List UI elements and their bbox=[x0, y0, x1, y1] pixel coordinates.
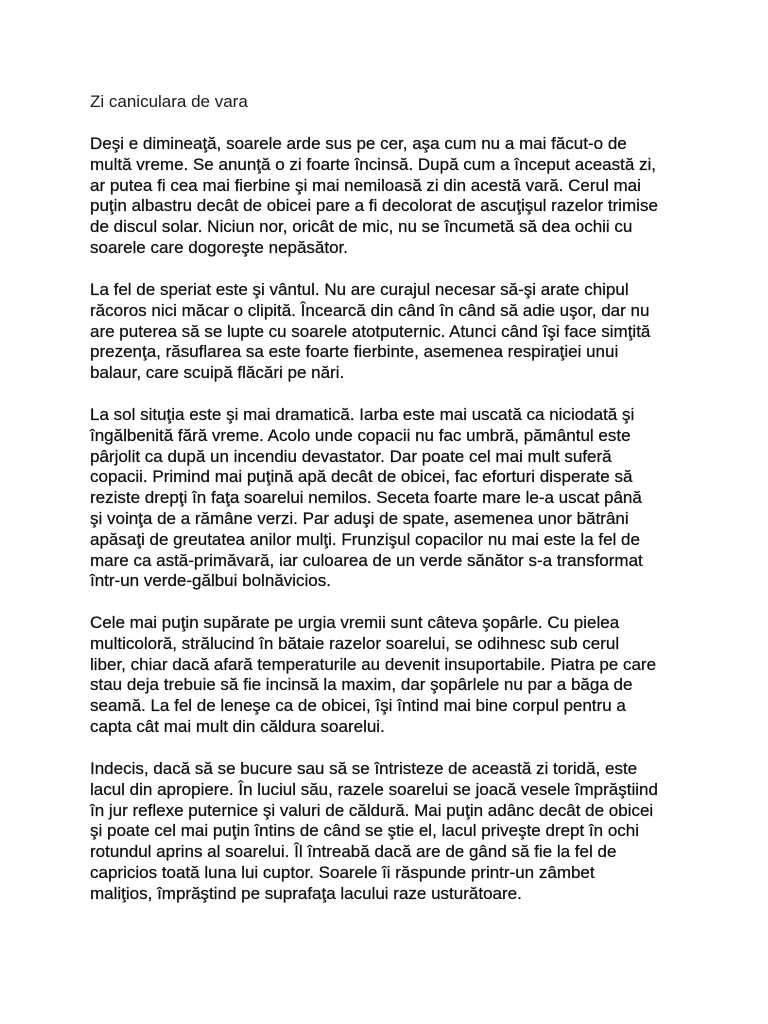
text-line: balaur, care scuipă flăcări pe nări. bbox=[90, 363, 345, 383]
text-line: şi voinţa de a rămâne verzi. Par aduşi de spate, asemenea unor bătrâni bbox=[90, 508, 629, 528]
text-line: seamă. La fel de leneşe ca de obicei, îşi întind mai bine corpul pentru a bbox=[90, 696, 626, 716]
text-line: La fel de speriat este şi vântul. Nu are curajul necesar să-şi arate chipul bbox=[90, 280, 629, 299]
text-line: reziste drepţi în faţa soarelui nemilos. Seceta foarte mare le-a uscat până bbox=[90, 488, 642, 508]
text-line: de discul solar. Niciun nor, oricât de mic, nu se încumetă să dea ochii cu bbox=[90, 217, 633, 237]
text-line: apăsaţi de greutatea anilor mulţi. Frunzişul copacilor nu mai este la fel de bbox=[90, 529, 640, 549]
paragraph-5 bbox=[90, 759, 690, 905]
paragraph-1 bbox=[90, 134, 690, 259]
document-title: Zi caniculara de vara bbox=[90, 92, 248, 111]
text-line: stau deja trebuie să fie incinsă la maxim, dar şopârlele nu par a băga de bbox=[90, 675, 633, 695]
text-line: Indecis, dacă să se bucure sau să se întristeze de această zi toridă, este bbox=[90, 759, 638, 778]
text-line: mare ca astă-primăvară, iar culoarea de un verde sănător s-a transformat bbox=[90, 550, 643, 570]
text-line: capta cât mai mult din căldura soarelui. bbox=[90, 716, 385, 736]
paragraph-4 bbox=[90, 613, 690, 738]
text-line: puţin albastru decât de obicei pare a fi decolorat de ascuţişul razelor trimise bbox=[90, 196, 658, 216]
text-line: copacii. Primind mai puţină apă decât de obicei, fac eforturi disperate să bbox=[90, 467, 633, 487]
text-line: multă vreme. Se anunţă o zi foarte încinsă. După cum a început această zi, bbox=[90, 154, 657, 174]
text-line: lacul din apropiere. În luciul său, razele soarelui se joacă vesele împrăştiind bbox=[90, 779, 658, 799]
paragraph-3 bbox=[90, 405, 690, 592]
text-line: maliţios, împrăştind pe suprafaţa lacului raze usturătoare. bbox=[90, 883, 522, 903]
text-line: prezenţa, răsuflarea sa este foarte fierbinte, asemenea respiraţiei unui bbox=[90, 342, 619, 362]
text-line: răcoros nici măcar o clipită. Încearcă din când în când să adie uşor, dar nu bbox=[90, 300, 650, 320]
text-line: îngălbenită fără vreme. Acolo unde copacii nu fac umbră, pământul este bbox=[90, 425, 631, 445]
text-line: şi poate cel mai puţin întins de când se ştie el, lacul priveşte drept în ochi bbox=[90, 821, 640, 841]
text-line: Deşi e dimineaţă, soarele arde sus pe cer, aşa cum nu a mai făcut-o de bbox=[90, 134, 627, 153]
text-line: Cele mai puţin supărate pe urgia vremii sunt câteva şopârle. Cu pielea bbox=[90, 613, 620, 632]
text-line: rotundul aprins al soarelui. Îl întreabă dacă are de gând să fie la fel de bbox=[90, 842, 617, 862]
text-line: multicoloră, strălucind în bătaie razelor soarelui, se odihnesc sub cerul bbox=[90, 633, 620, 653]
text-line: are puterea să se lupte cu soarele atotputernic. Atunci când îşi face simţită bbox=[90, 321, 651, 341]
text-line: liber, chiar dacă afară temperaturile au devenit insuportabile. Piatra pe care bbox=[90, 654, 657, 674]
text-line: pârjolit ca după un incendiu devastator. Dar poate cel mai mult suferă bbox=[90, 446, 612, 466]
text-line: în jur reflexe puternice şi valuri de căldură. Mai puţin adânc decât de obicei bbox=[90, 800, 654, 820]
paragraph-2 bbox=[90, 280, 690, 384]
text-line: capricios toată luna lui cuptor. Soarele îi răspunde printr-un zâmbet bbox=[90, 862, 595, 882]
text-line: soarele care dogoreşte nepăsător. bbox=[90, 237, 349, 257]
text-line: La sol situţia este şi mai dramatică. Iarba este mai uscată ca niciodată şi bbox=[90, 405, 635, 424]
text-line: ar putea fi cea mai fierbine şi mai nemiloasă zi din acestă vară. Cerul mai bbox=[90, 175, 641, 195]
text-line: într-un verde-gălbui bolnăvicios. bbox=[90, 571, 331, 591]
